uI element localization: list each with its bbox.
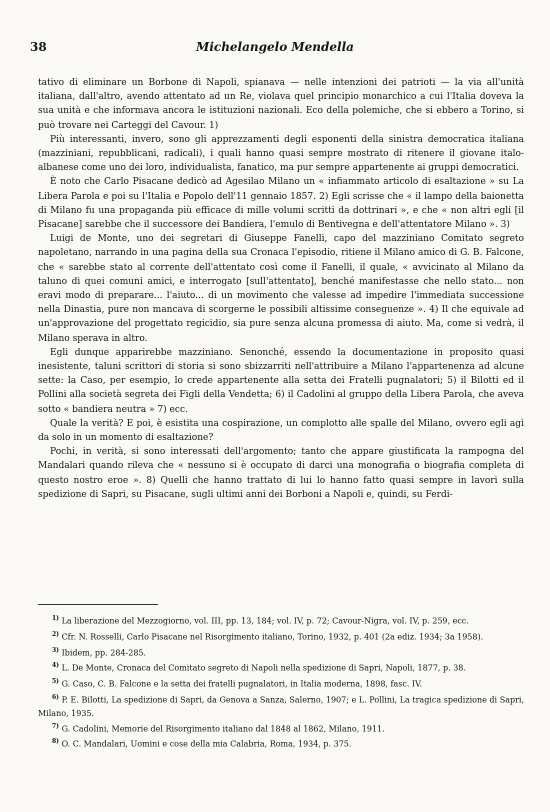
- footnote-number: 2): [52, 630, 60, 638]
- footnote: [38, 735, 524, 751]
- paragraph: tativo di eliminare un Borbone di Napoli, spianava — nelle intenzioni dei patrioti — la via all'unità italiana, dall'altro, avendo attentato ad un Re, violava quel principio monarchico a cui l'Italia doveva la sua unità e che informava ancora le istituzioni nazionali. Eco della polemiche, che si ebbero a Torino, si può trovare nei Carteggi del Cavour. 1): [38, 78, 524, 131]
- paragraph: Quale la verità? E poi, è esistita una cospirazione, un complotto alle spalle del Milano, ovvero egli agì da solo in un momento di esaltazione?: [38, 418, 524, 444]
- footnote-text: L. De Monte, Cronaca del Comitato segreto di Napoli nella spedizione di Sapri, Napoli, 1877, p. 38.: [61, 663, 466, 673]
- page-number: 38: [30, 40, 47, 54]
- footnote: [38, 675, 524, 691]
- footnote: [38, 659, 524, 675]
- footnote-text: O. C. Mandalari, Uomini e cose della mia Calabria, Roma, 1934, p. 375.: [61, 740, 352, 749]
- paragraph: Pochi, in verità, si sono interessati dell'argomento; tanto che appare giustificata la rampogna del Mandalari quando rileva che « nessuno si è occupato di darci una monografia o biografia completa di questo nostro eroe ». 8) Quelli che hanno trattato di lui lo hanno fatto quasi sempre in lavori sulla spedizione di Sapri, su Pisacane, sugli ultimi anni dei Borboni a Napoli e, quindi, su Ferdi-: [38, 447, 524, 500]
- footnote-number: 6): [52, 693, 60, 701]
- footnote: [38, 691, 524, 720]
- footnotes: [38, 612, 524, 804]
- page-header: [30, 40, 520, 56]
- footnote-text: La liberazione del Mezzogiorno, vol. III, pp. 13, 184; vol. IV, p. 72; Cavour-Nigra, vol. IV, p. 259, ecc.: [61, 616, 469, 626]
- footnote-text: Ibidem, pp. 284-285.: [61, 648, 147, 658]
- footnote: [38, 720, 524, 736]
- footnote-text: Cfr. N. Rosselli, Carlo Pisacane nel Risorgimento italiano, Torino, 1932, p. 401 (2a ediz. 1934; 3a 1958).: [61, 632, 484, 642]
- body-text: [38, 76, 524, 546]
- paragraph: Egli dunque apparirebbe mazziniano. Senonché, essendo la documentazione in proposito quasi inesistente, taluni scrittori di storia si sono sbizzarriti nell'attribuire a Milano l'appartenenza ad alcune sette: la Caso, per esempio, lo crede appartenente alla setta dei Fratelli pugnalatori; 5) il Bilotti ed il Pollini alla società segreta dei Figli della Vendetta; 6) il Cadolini al gruppo della Libera Parola, che aveva sotto « bandiera neutra » 7) ecc.: [38, 347, 524, 415]
- paragraph: È noto che Carlo Pisacane dedicò ad Agesilao Milano un « infiammato articolo di esaltazione » su La Libera Parola e poi su l'Italia e Popolo dell'11 gennaio 1857. 2) Egli scrisse che « il lampo della baionetta di Milano fu una propaganda più efficace di mille volumi scritti da dottrinari », e che « non altri egli [il Pisacane] sarebbe che il successore dei Bandiera, l'emulo di Bentivegna e dell'attentatore Milano ». 3): [38, 177, 524, 231]
- footnote-number: 4): [52, 662, 60, 670]
- paragraph: Più interessanti, invero, sono gli apprezzamenti degli esponenti della sinistra democratica italiana (mazziniani, repubblicani, radicali), i quali hanno quasi sempre mostrato di ritenere il giovane italo-albanese come uno dei loro, individualista, fanatico, ma pur sempre appartenente ai gruppi democratici.: [38, 134, 524, 174]
- footnote-number: 1): [52, 615, 60, 622]
- footnote-text: G. Cadolini, Memorie del Risorgimento italiano dal 1848 al 1862, Milano, 1911.: [61, 724, 385, 734]
- footnote-number: 3): [52, 646, 60, 654]
- running-title: Michelangelo Mendella: [196, 40, 354, 54]
- footnote-text: P. E. Bilotti, La spedizione di Sapri, da Genova a Sanza, Salerno, 1907; e L. Pollini, La tragica spedizione di Sapri, Milano, 1935.: [38, 695, 524, 718]
- footnote-text: G. Caso, C. B. Falcone e la setta dei fratelli pugnalatori, in Italia moderna, 1898, fasc. IV.: [61, 679, 423, 689]
- footnote-number: 8): [52, 738, 60, 746]
- footnote: [38, 644, 524, 660]
- footnote: [38, 628, 524, 644]
- footnote-rule: [38, 604, 158, 605]
- footnote-number: 7): [52, 722, 60, 730]
- footnote: [38, 612, 524, 628]
- paragraph: Luigi de Monte, uno dei segretari di Giuseppe Fanelli, capo del mazziniano Comitato segreto napoletano, narrando in una pagina della sua Cronaca l'episodio, ritiene il Milano amico di G. B. Falcone, che « sarebbe stato al corrente dell'attentato così come il Fanelli, il quale, « avvicinato al Milano da taluno di quei comuni amici, e interrogato [sull'attentato], benché manifestasse che nello stato... non eravi modo di preparare... l'aiuto... di un movimento che valesse ad impedire l'immediata successione nella Dinastia, pure non mancava di scorgerne le possibili altissime conseguenze ». 4) Il che equivale ad un'approvazione del progettato regicidio, sia pure senza alcuna promessa di aiuto. Ma, come si vedrà, il Milano sperava in altro.: [38, 234, 524, 344]
- footnote-number: 5): [52, 678, 60, 685]
